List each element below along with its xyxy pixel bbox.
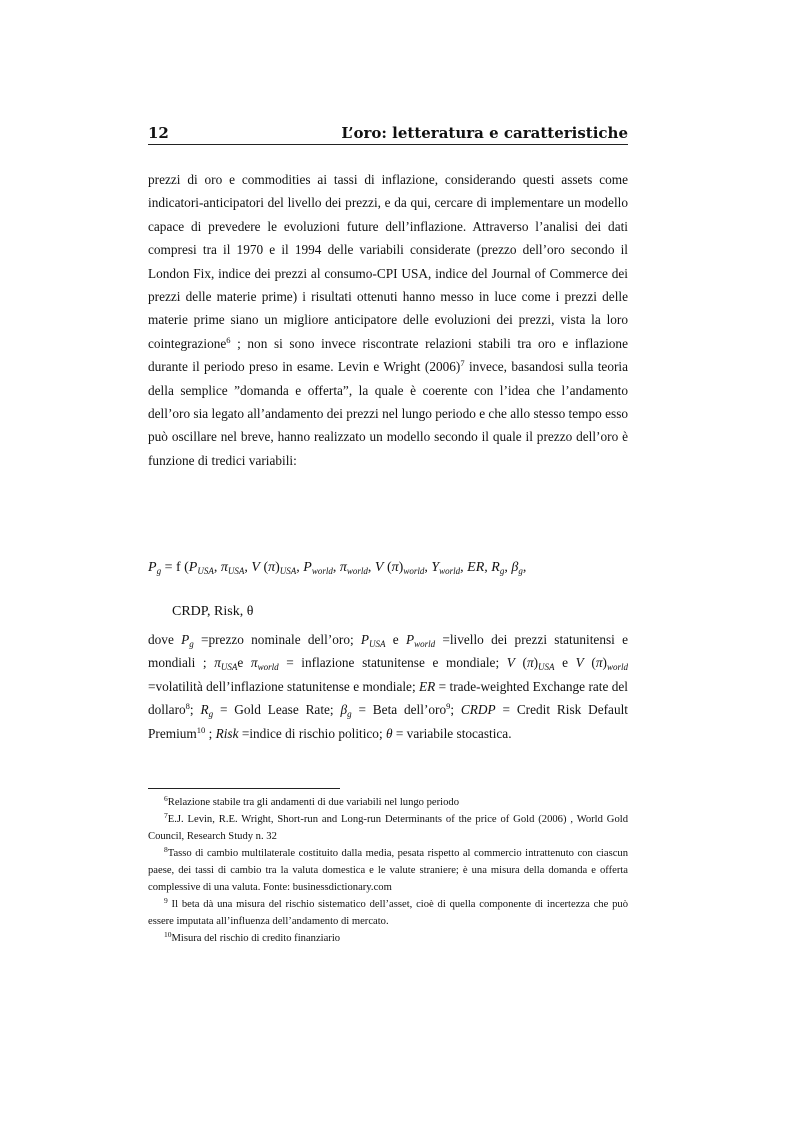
paragraph-text: e [237, 655, 251, 671]
var-crdp: CRDP [460, 702, 496, 718]
footnote-ref-8[interactable]: 8 [185, 701, 190, 712]
footnote-number: 10 [164, 930, 172, 939]
sub-usa: USA [279, 566, 297, 576]
sub-usa: USA [220, 662, 238, 673]
paragraph-text: ; [205, 725, 216, 741]
sub-world: world [606, 662, 628, 673]
footnote-7 [148, 811, 628, 845]
paragraph-text: dove [148, 632, 182, 647]
footnote-text: Misura del rischio di credito finanziario [171, 933, 341, 944]
var-er: ER [467, 560, 485, 575]
footnotes [148, 794, 628, 947]
footnote-text: Tasso di cambio multilaterale costituito dalla media, pesata rispetto al commercio intrattenuto con ciascun paese, dei tassi di cambio tra la valuta domestica e le valute straniere; è una misura della domanda e offerta complessive di una valuta. Fonte: businessdictionary.com [148, 848, 628, 893]
footnote-8 [148, 845, 628, 896]
footnote-text: E.J. Levin, R.E. Wright, Short-run and Long-run Determinants of the price of Gold (2006) , World Gold Council, Research Study n. 32 [148, 814, 628, 842]
footnote-rule [148, 788, 340, 789]
var-risk: Risk [215, 725, 239, 741]
paragraph-text: = variabile stocastica. [392, 725, 512, 741]
footnote-ref-9[interactable]: 9 [446, 701, 451, 712]
footnote-number: 9 [164, 896, 168, 905]
paragraph-text: prezzi di oro e commodities ai tassi di inflazione, considerando questi assets come indicatori-anticipatori del livello dei prezzi, e da qui, cercare di implementare un modello capace di prevedere le evoluzioni future dell’inflazione. Attraverso l’analisi dei dati compresi tra il 1970 e il 1994 delle variabili considerate (prezzo dell’oro secondo il London Fix, indice dei prezzi al consumo-CPI USA, indice del Journal of Commerce dei prezzi delle materie prime) i risultati ottenuti hanno messo in luce come i prezzi delle materie prime siano un migliore anticipatore delle evoluzioni dei prezzi, vista la loro cointegrazione [148, 172, 628, 351]
footnote-ref-10[interactable]: 10 [196, 724, 206, 735]
paragraph-1 [148, 168, 628, 472]
footnote-text: Il beta dà una misura del rischio sistematico dell’asset, cioè di quella componente di incertezza che può essere imputata all’influenza dell’andamento di mercato. [148, 899, 628, 927]
sub-usa: USA [369, 639, 386, 649]
sub-world: world [346, 566, 368, 576]
footnote-9 [148, 896, 628, 930]
paragraph-text: =livello dei prezzi statunitensi e mondiali ; [148, 632, 628, 671]
paragraph-text: =indice di rischio politico; [238, 725, 386, 741]
sub-usa: USA [197, 566, 214, 576]
paragraph-text: invece, basandosi sulla teoria della semplice ”domanda e offerta”, la quale è coerente con l’idea che l’andamento dell’oro sia legato all’andamento dei prezzi nel lungo periodo e che allo stesso tempo esso può oscillare nel breve, hanno realizzato un modello secondo il quale il prezzo dell’oro è funzione di tredici variabili: [148, 359, 629, 468]
paragraph-text: = Gold Lease Rate; [213, 702, 341, 718]
sub-world: world [257, 662, 279, 673]
footnote-number: 7 [164, 811, 168, 820]
sub-world: world [414, 639, 436, 649]
footnote-10 [148, 930, 628, 947]
sub-g: g [156, 566, 162, 576]
paragraph-text: =prezzo nominale dell’oro; [193, 632, 361, 647]
footnote-ref-6[interactable]: 6 [226, 334, 231, 345]
sub-usa: USA [227, 566, 245, 576]
paragraph-2: dove $P_g$ =prezzo nominale dell’oro; $P_{USA}$ e $P_{world}$ =livello dei prezzi statunitensi e mondiali ; $\pi_{USA}e$ $\pi_{world}$ = inflazione statunitense e mondiale; V $(\pi)_{USA}$ e V $(\pi)_{world}$ =volatilità dell’inflazione statunitense e mondiale; ER = trade-weighted Exchange rate del dollaro$^8$; $R_g$ = Gold Lease Rate; $\beta_g$ = Beta dell’oro$^9$; CRDP = Credit Risk Default Premium$^{10}$ ; Risk =indice di rischio politico; θ = variabile stocastica. [148, 632, 628, 741]
body-text [148, 168, 628, 472]
running-header [148, 122, 628, 145]
equation-line-1: $P_g = f$ ($P_{USA}$, $\pi_{USA}$, V $(\pi)_{USA}$, $P_{world}$, $\pi_{world}$, V $(\pi)_{world}$, $Y_{world}$, ER, $R_g$, $\beta_g$, [148, 560, 527, 576]
paragraph-text: e [554, 655, 576, 671]
footnote-ref-7[interactable]: 7 [460, 358, 465, 369]
sub-world: world [403, 566, 425, 576]
paragraph-text: = Beta dell’oro [351, 702, 447, 718]
paragraph-text: ; non si sono invece riscontrate relazioni stabili tra oro e inflazione durante il periodo preso in esame. Levin e Wright (2006) [148, 335, 628, 375]
paragraph-text: ; [450, 702, 461, 718]
paragraph-text: = trade-weighted Exchange rate del dollaro [148, 678, 628, 718]
equation-line-2: CRDP, Risk, θ [172, 604, 254, 619]
equals-f: = f ( [161, 560, 189, 575]
footnote-number: 6 [164, 794, 168, 803]
footnote-number: 8 [164, 845, 168, 854]
footnote-text: Relazione stabile tra gli andamenti di due variabili nel lungo periodo [167, 797, 459, 808]
sub-world: world [311, 566, 333, 576]
body-text-2 [148, 628, 628, 745]
paragraph-text: =volatilità dell’inflazione statunitense e mondiale; [148, 678, 420, 694]
page-number: 12 [148, 124, 169, 142]
paragraph-text: e [385, 632, 406, 647]
var-p: P [148, 560, 157, 575]
footnote-6 [148, 794, 628, 811]
chapter-title: L’oro: letteratura e caratteristiche [341, 124, 628, 142]
sub-usa: USA [538, 662, 555, 673]
var-er: ER [419, 678, 436, 694]
sub-world: world [439, 566, 461, 576]
paragraph-text: = Credit Risk Default Premium [148, 702, 628, 741]
paragraph-text: ; [189, 702, 201, 718]
paragraph-text: = inflazione statunitense e mondiale; [278, 655, 507, 671]
